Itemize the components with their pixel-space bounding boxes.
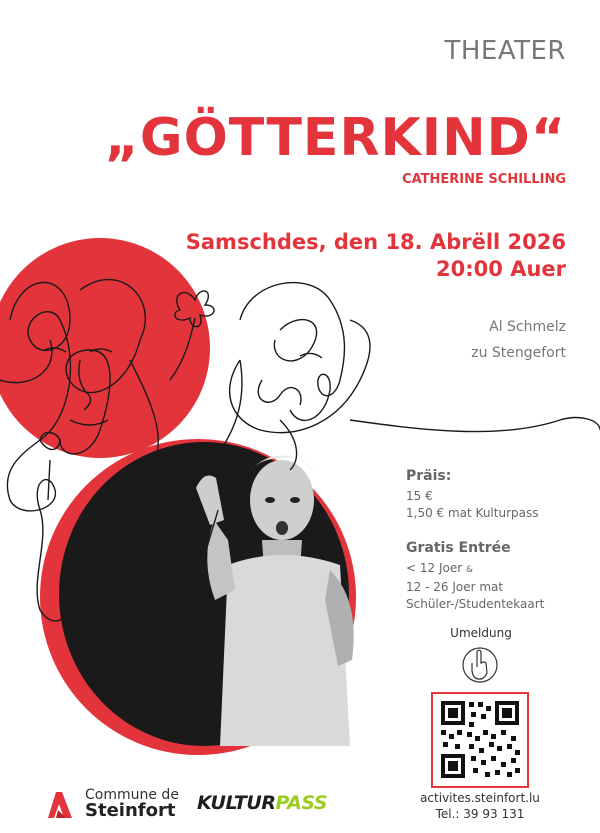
commune-line-1: Commune de xyxy=(85,787,179,803)
kulturpass-logo xyxy=(197,792,327,814)
commune-line-2: Steinfort xyxy=(85,800,176,821)
play-title: „GÖTTERKIND“ xyxy=(104,108,566,168)
price-full: 15 € xyxy=(406,489,433,503)
price-reduced: 1,50 € mat Kulturpass xyxy=(406,506,539,520)
registration-qr-code[interactable] xyxy=(431,692,529,788)
registration-label: Umeldung xyxy=(450,626,512,640)
kulturpass-part-2: PASS xyxy=(275,792,328,814)
free-entry-under12-line xyxy=(406,560,544,579)
event-venue xyxy=(471,314,566,366)
red-circle-top xyxy=(0,238,210,458)
contact-phone: Tel.: 39 93 131 xyxy=(435,807,525,821)
venue-line-1: Al Schmelz xyxy=(489,319,566,335)
category-label: THEATER xyxy=(444,36,566,66)
event-time: 20:00 Auer xyxy=(436,257,566,281)
free-entry-students: 12 - 26 Joer mat xyxy=(406,580,504,594)
venue-line-2: zu Stengefort xyxy=(471,345,566,361)
free-entry-card: Schüler-/Studentekaart xyxy=(406,597,545,611)
prices-block xyxy=(406,468,538,522)
event-datetime xyxy=(186,229,566,283)
free-entry-heading: Gratis Entrée xyxy=(406,540,511,556)
contact-block xyxy=(420,790,540,822)
event-date: Samschdes, den 18. Abrëll 2026 xyxy=(185,230,566,254)
prices-heading: Präis: xyxy=(406,468,452,484)
steinfort-logo-icon xyxy=(44,788,76,822)
free-entry-under12: < 12 Joer xyxy=(406,561,463,575)
commune-logo-text xyxy=(85,787,179,819)
kulturpass-part-1: KULTUR xyxy=(197,792,276,814)
contact-website[interactable]: activites.steinfort.lu xyxy=(420,791,540,805)
author-name: CATHERINE SCHILLING xyxy=(402,172,566,187)
pointing-hand-icon xyxy=(462,645,498,685)
free-entry-amp: & xyxy=(465,565,474,575)
free-entry-block xyxy=(406,540,544,613)
